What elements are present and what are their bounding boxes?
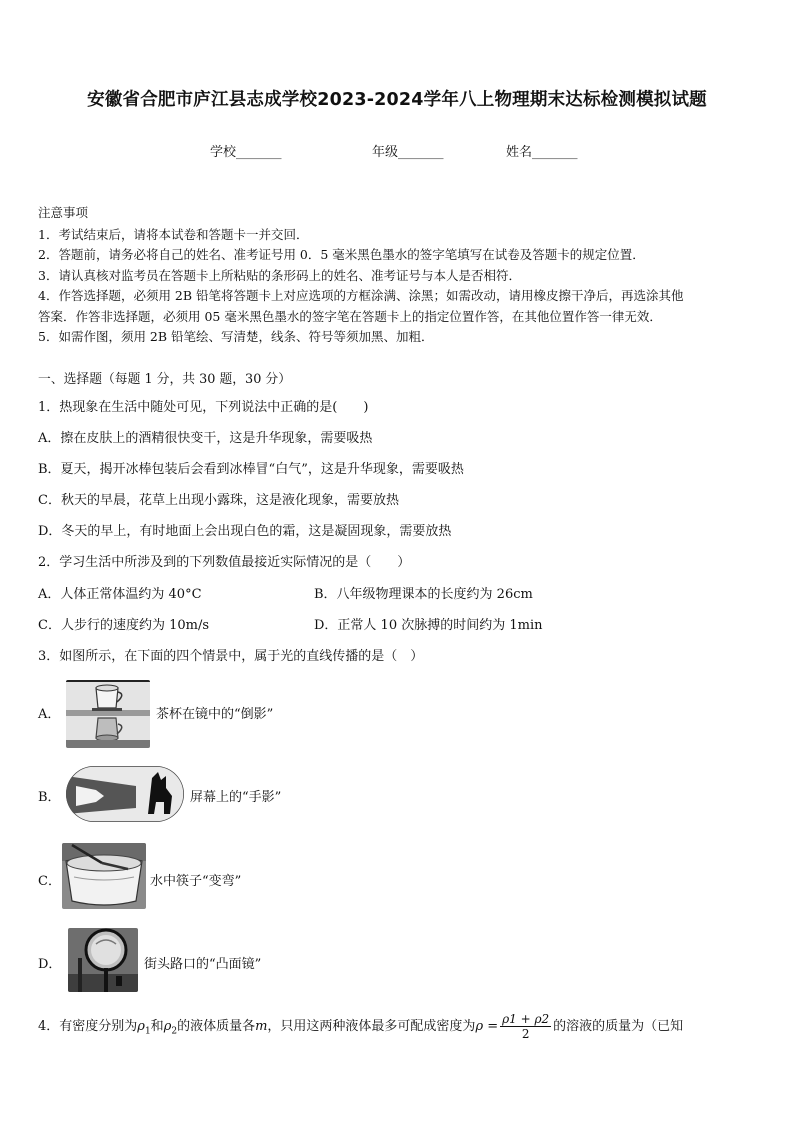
mass-symbol: m — [255, 1019, 268, 1034]
notice-line: 4．作答选择题，必须用 2B 铅笔将答题卡上对应选项的方框涂满、涂黑；如需改动，请用橡皮擦干净后，再选涂其他 — [38, 288, 684, 303]
bent-chopstick-image — [62, 843, 146, 909]
notice-line: 5．如需作图，须用 2B 铅笔绘、写清楚，线条、符号等须加黑、加粗． — [38, 329, 434, 344]
question-1-option-d[interactable]: D．冬天的早上，有时地面上会出现白色的霜，这是凝固现象，需要放热 — [38, 524, 452, 539]
question-4-and: 和 — [150, 1019, 164, 1034]
question-1-option-c[interactable]: C．秋天的早晨，花草上出现小露珠，这是液化现象，需要放热 — [38, 493, 399, 508]
question-3-option-a-letter[interactable]: A． — [38, 707, 61, 722]
fraction-denominator: 2 — [521, 1027, 530, 1041]
question-2-stem: 2．学习生活中所涉及到的下列数值最接近实际情况的是（ ） — [38, 555, 411, 570]
question-2-option-c[interactable]: C．人步行的速度约为 10m/s — [38, 618, 209, 633]
convex-mirror-image — [68, 928, 138, 992]
hand-shadow-image — [66, 766, 184, 822]
question-3-option-b-letter[interactable]: B． — [38, 790, 61, 805]
notice-line: 2．答题前，请务必将自己的姓名、准考证号用 0．5 毫米黑色墨水的签字笔填写在试卷及答题卡的规定位置． — [38, 247, 645, 262]
rho-equals: ρ = — [475, 1019, 499, 1034]
question-4-mid2: ，只用这两种液体最多可配成密度为 — [267, 1019, 476, 1034]
rho-subscript: 2 — [171, 1026, 178, 1037]
question-1-option-a[interactable]: A．擦在皮肤上的酒精很快变干，这是升华现象，需要吸热 — [38, 431, 373, 446]
question-3-option-b-caption: 屏幕上的“手影” — [190, 790, 282, 805]
question-1-stem: 1．热现象在生活中随处可见，下列说法中正确的是( ) — [38, 400, 369, 415]
exam-title: 安徽省合肥市庐江县志成学校2023-2024学年八上物理期末达标检测模拟试题 — [87, 90, 707, 110]
question-2-option-a[interactable]: A．人体正常体温约为 40°C — [38, 587, 202, 602]
notice-section — [38, 203, 758, 348]
question-3-option-c-caption: 水中筷子“变弯” — [150, 874, 242, 889]
rho-symbol: ρ — [163, 1019, 172, 1034]
question-4-mid: 的液体质量各 — [177, 1019, 256, 1034]
question-3-option-a-caption: 茶杯在镜中的“倒影” — [156, 707, 274, 722]
notice-line: 3．请认真核对监考员在答题卡上所粘贴的条形码上的姓名、准考证号与本人是否相符． — [38, 267, 521, 283]
question-3-option-c-letter[interactable]: C． — [38, 874, 61, 889]
question-2-option-d[interactable]: D．正常人 10 次脉搏的时间约为 1min — [314, 618, 543, 633]
section-heading: 一、选择题（每题 1 分，共 30 题，30 分） — [38, 372, 292, 387]
fraction-numerator: ρ1 + ρ2 — [502, 1012, 550, 1026]
school-field[interactable]: 学校_______ — [210, 145, 282, 160]
density-fraction — [500, 1012, 551, 1041]
rho-symbol: ρ — [137, 1019, 145, 1034]
question-3-stem: 3．如图所示，在下面的四个情景中，属于光的直线传播的是（ ） — [38, 649, 424, 664]
teacup-mirror-image — [66, 680, 150, 748]
grade-field[interactable]: 年级_______ — [372, 145, 444, 160]
notice-title: 注意事项 — [38, 205, 89, 220]
question-4-suffix: 的溶液的质量为（已知 — [553, 1019, 684, 1034]
question-3-option-d-caption: 街头路口的“凸面镜” — [144, 957, 262, 972]
question-3-option-d-letter[interactable]: D． — [38, 957, 62, 972]
notice-line: 答案．作答非选择题，必须用 05 毫米黑色墨水的签字笔在答题卡上的指定位置作答，在其他位置作答一律无效． — [38, 308, 662, 324]
name-field[interactable]: 姓名_______ — [506, 145, 578, 160]
question-2-option-b[interactable]: B．八年级物理课本的长度约为 26cm — [314, 587, 533, 602]
rho-subscript: 1 — [144, 1026, 151, 1037]
notice-line: 1．考试结束后，请将本试卷和答题卡一并交回． — [38, 226, 309, 242]
question-4-prefix: 4．有密度分别为 — [38, 1019, 138, 1034]
question-1-option-b[interactable]: B．夏天，揭开冰棒包装后会看到冰棒冒“白气”，这是升华现象，需要吸热 — [38, 462, 464, 477]
question-4-stem — [38, 1012, 683, 1041]
